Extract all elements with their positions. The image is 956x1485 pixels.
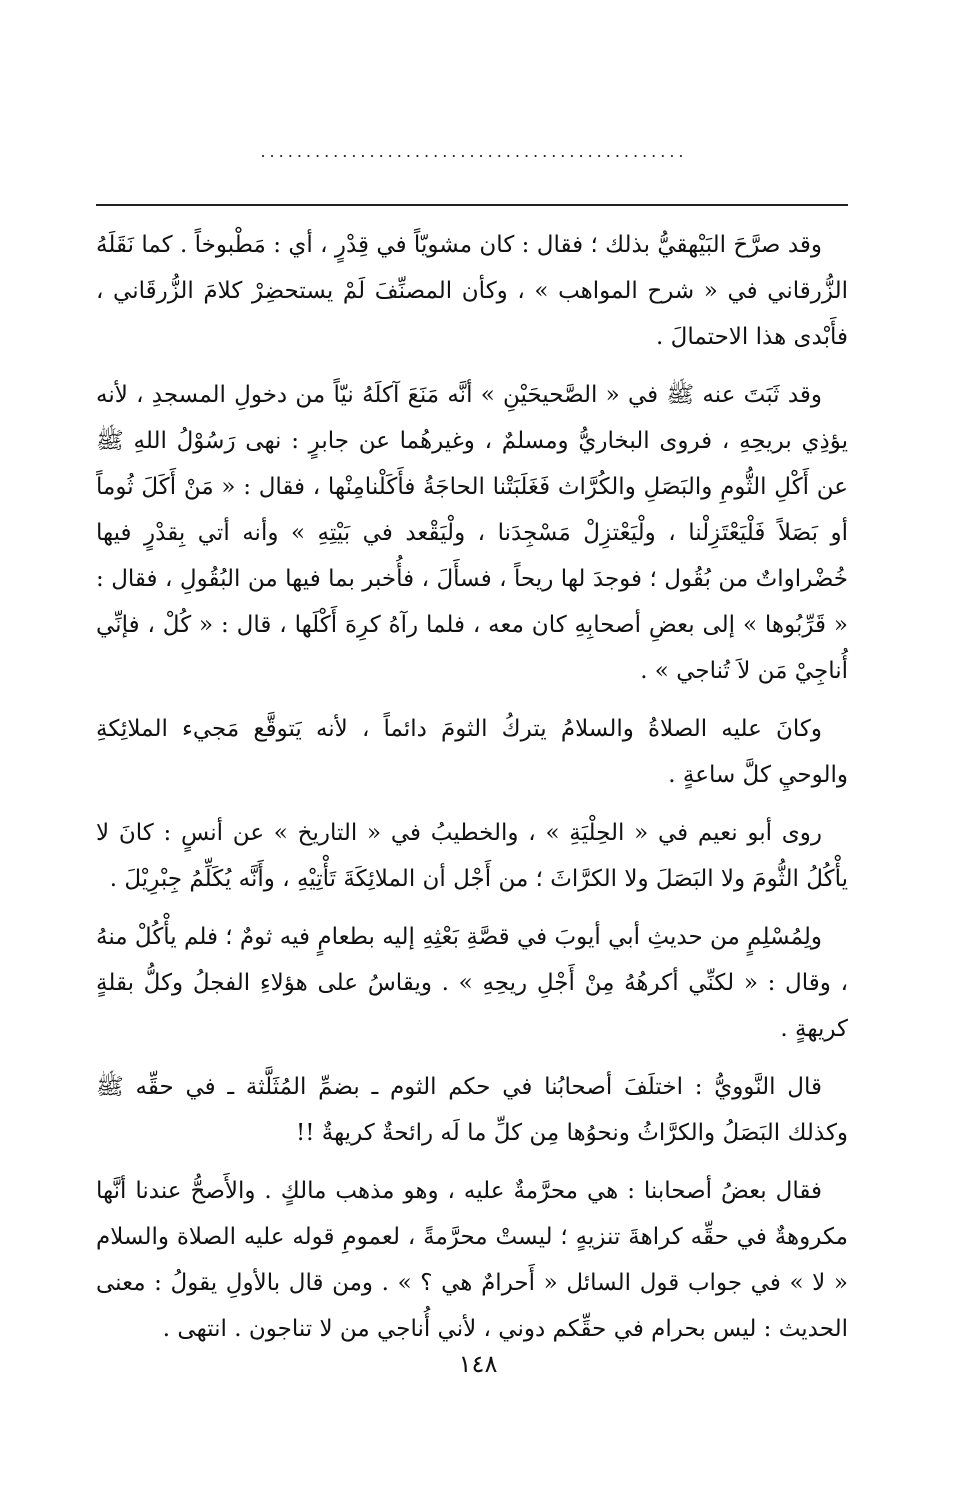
horizontal-rule	[96, 204, 848, 206]
body-text	[96, 222, 848, 1364]
paragraph-4: روى أبو نعيم في « الحِلْيَةِ » ، والخطيبُ في « التاريخ » عن أنسٍ : كانَ لا يأْكُلُ الثُّومَ ولا البَصَلَ ولا الكرَّاثَ ؛ من أَجْل أن الملائِكَةَ تَأْتِيْهِ ، وأَنَّه يُكَلِّمُ جِبْرِيْلَ .	[96, 820, 848, 892]
paragraph-5: ولِمُسْلِمٍ من حديثِ أبي أيوبَ في قصَّةِ بَعْثِهِ إليه بطعامٍ فيه ثومٌ ؛ فلم يأْكُلْ منهُ ، وقال : « لكنِّي أكرهُهُ مِنْ أَجْلِ ريحِهِ » . ويقاسُ على هؤلاءِ الفجلُ وكلُّ بقلةٍ كريهةٍ .	[96, 924, 848, 1042]
page-number: ١٤٨	[458, 1350, 498, 1378]
paragraph-6: قال النَّوويُّ : اختلَفَ أصحابُنا في حكم الثوم ـ بضمِّ المُثَلَّثة ـ في حقِّه ﷺ وكذلك البَصَلُ والكرَّاثُ ونحوُها مِن كلِّ ما لَه رائحةٌ كريهةٌ !!	[96, 1074, 848, 1146]
paragraph-1: وقد صرَّحَ البَيْهقيُّ بذلك ؛ فقال : كان مشويّاً في قِدْرٍ ، أي : مَطْبوخاً . كما نَقَلَهُ الزُّرقاني في « شرح المواهب » ، وكأن المصنِّفَ لَمْ يستحضِرْ كلامَ الزُّرقَاني ، فأَبْدى هذا الاحتمالَ .	[96, 232, 848, 350]
paragraph-3: وكانَ عليه الصلاةُ والسلامُ يتركُ الثومَ دائماً ، لأنه يَتوقَّع مَجيء الملائِكةِ والوحيِ كلَّ ساعةٍ .	[96, 716, 848, 788]
paragraph-7: فقال بعضُ أصحابنا : هي محرَّمةٌ عليه ، وهو مذهب مالكٍ . والأَصحُّ عندنا أنَّها مكروهةٌ في حقِّه كراهةَ تنزيهٍ ؛ ليستْ محرَّمةً ، لعمومِ قوله عليه الصلاة والسلام « لا » في جواب قول السائل « أَحرامٌ هي ؟ » . ومن قال بالأولِ يقولُ : معنى الحديث : ليس بحرام في حقِّكم دوني ، لأني أُناجي من لا تناجون . انتهى .	[96, 1178, 848, 1342]
dotted-separator: ...............................................	[260, 142, 688, 161]
paragraph-2: وقد ثَبَتَ عنه ﷺ في « الصَّحيحَيْنِ » أنَّه مَنَعَ آكلَهُ نيّاً من دخولِ المسجدِ ، لأنه يؤذِي بريحِهِ ، فروى البخاريُّ ومسلمٌ ، وغيرهُما عن جابرٍ : نهى رَسُوْلُ اللهِ ﷺ عن أَكْلِ الثُّومِ والبَصَلِ والكُرَّاث فَغَلَبَتْنا الحاجَةُ فأَكَلْنامِنْها ، فقال : « مَنْ أَكَلَ ثُوماً أو بَصَلاً فَلْيَعْتَزِلْنا ، ولْيَعْتزِلْ مَسْجِدَنا ، ولْيَقْعد في بَيْتِهِ » وأنه أتي بِقدْرٍ فيها خُضْراواتٌ من بُقُول ؛ فوجدَ لها ريحاً ، فسأَلَ ، فأُخبر بما فيها من البُقُولِ ، فقال : « قَرِّبُوها » إلى بعضِ أصحابِهِ كان معه ، فلما رآهُ كرِهَ أَكْلَها ، قال : « كُلْ ، فإنِّي أُناجِيْ مَن لاَ تُناجي » .	[96, 382, 848, 684]
